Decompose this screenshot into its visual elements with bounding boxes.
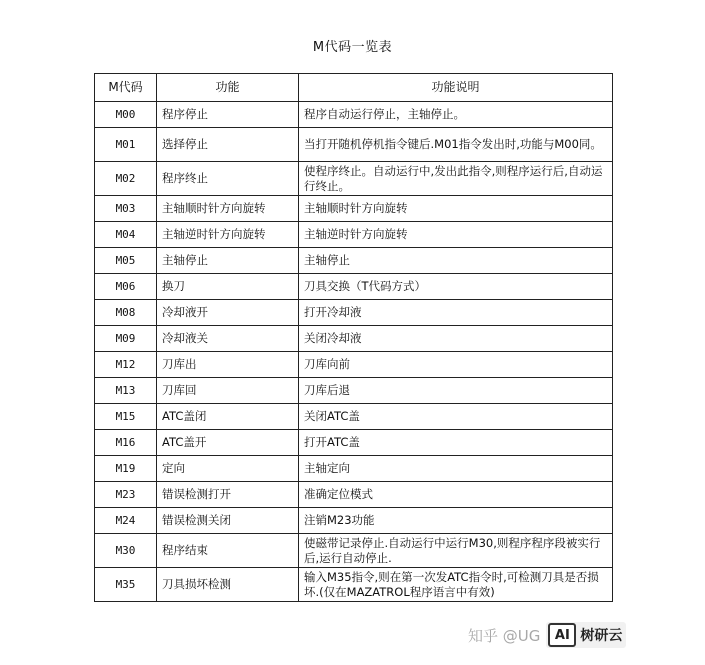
m-code-table (94, 73, 613, 602)
cell-code: M03 (95, 196, 157, 222)
cell-function: 刀具损坏检测 (157, 568, 299, 602)
cell-description: 主轴顺时针方向旋转 (299, 196, 613, 222)
cell-code: M12 (95, 352, 157, 378)
cell-function: 错误检测打开 (157, 482, 299, 508)
cell-function: 错误检测关闭 (157, 508, 299, 534)
cell-description: 刀库后退 (299, 378, 613, 404)
cell-code: M02 (95, 162, 157, 196)
cell-function: ATC盖闭 (157, 404, 299, 430)
cell-description: 当打开随机停机指令键后.M01指令发出时,功能与M00同。 (299, 128, 613, 162)
cell-code: M06 (95, 274, 157, 300)
cell-description: 程序自动运行停止，主轴停止。 (299, 102, 613, 128)
cell-function: 换刀 (157, 274, 299, 300)
watermark-source-text: 知乎 @UG (468, 626, 541, 645)
table-row (95, 482, 613, 508)
cell-description: 主轴定向 (299, 456, 613, 482)
cell-description: 准确定位模式 (299, 482, 613, 508)
cell-function: 程序终止 (157, 162, 299, 196)
cell-function: 刀库出 (157, 352, 299, 378)
table-row (95, 326, 613, 352)
table-row (95, 162, 613, 196)
cell-function: 刀库回 (157, 378, 299, 404)
cell-code: M13 (95, 378, 157, 404)
cell-function: 主轴顺时针方向旋转 (157, 196, 299, 222)
cell-code: M08 (95, 300, 157, 326)
cell-description: 关闭ATC盖 (299, 404, 613, 430)
cell-code: M23 (95, 482, 157, 508)
table-row (95, 508, 613, 534)
cell-code: M35 (95, 568, 157, 602)
table-row (95, 102, 613, 128)
cell-code: M19 (95, 456, 157, 482)
ai-logo-icon: AI (548, 623, 576, 647)
cell-code: M30 (95, 534, 157, 568)
table-row (95, 274, 613, 300)
table-row (95, 222, 613, 248)
cell-function: 冷却液开 (157, 300, 299, 326)
table-row (95, 534, 613, 568)
cell-description: 输入M35指令,则在第一次发ATC指令时,可检测刀具是否损坏.(仅在MAZATROL程序语言中有效) (299, 568, 613, 602)
table-row (95, 196, 613, 222)
cell-function: 选择停止 (157, 128, 299, 162)
watermark-brand-text: 树研云 (580, 628, 623, 644)
cell-code: M09 (95, 326, 157, 352)
cell-description: 关闭冷却液 (299, 326, 613, 352)
cell-description: 使程序终止。自动运行中,发出此指令,则程序运行后,自动运行终止。 (299, 162, 613, 196)
table-row (95, 430, 613, 456)
cell-code: M24 (95, 508, 157, 534)
cell-function: 程序停止 (157, 102, 299, 128)
cell-description: 刀具交换（T代码方式） (299, 274, 613, 300)
cell-function: 主轴逆时针方向旋转 (157, 222, 299, 248)
cell-description: 使磁带记录停止.自动运行中运行M30,则程序程序段被实行后,运行自动停止. (299, 534, 613, 568)
table-row (95, 352, 613, 378)
cell-description: 注销M23功能 (299, 508, 613, 534)
cell-description: 打开冷却液 (299, 300, 613, 326)
watermark (468, 620, 626, 650)
cell-description: 打开ATC盖 (299, 430, 613, 456)
cell-function: 主轴停止 (157, 248, 299, 274)
cell-function: 冷却液关 (157, 326, 299, 352)
watermark-badge (546, 622, 626, 648)
cell-description: 主轴停止 (299, 248, 613, 274)
table-row (95, 300, 613, 326)
header-description: 功能说明 (299, 74, 613, 102)
table-row (95, 128, 613, 162)
cell-code: M16 (95, 430, 157, 456)
cell-function: 定向 (157, 456, 299, 482)
table-row (95, 456, 613, 482)
header-code: M代码 (95, 74, 157, 102)
cell-function: 程序结束 (157, 534, 299, 568)
cell-description: 刀库向前 (299, 352, 613, 378)
cell-code: M01 (95, 128, 157, 162)
header-function: 功能 (157, 74, 299, 102)
cell-code: M00 (95, 102, 157, 128)
cell-function: ATC盖开 (157, 430, 299, 456)
document-title: M代码一览表 (312, 40, 393, 55)
table-row (95, 568, 613, 602)
cell-code: M04 (95, 222, 157, 248)
table-row (95, 248, 613, 274)
table-header-row (95, 74, 613, 102)
cell-description: 主轴逆时针方向旋转 (299, 222, 613, 248)
table-row (95, 378, 613, 404)
cell-code: M05 (95, 248, 157, 274)
cell-code: M15 (95, 404, 157, 430)
table-row (95, 404, 613, 430)
